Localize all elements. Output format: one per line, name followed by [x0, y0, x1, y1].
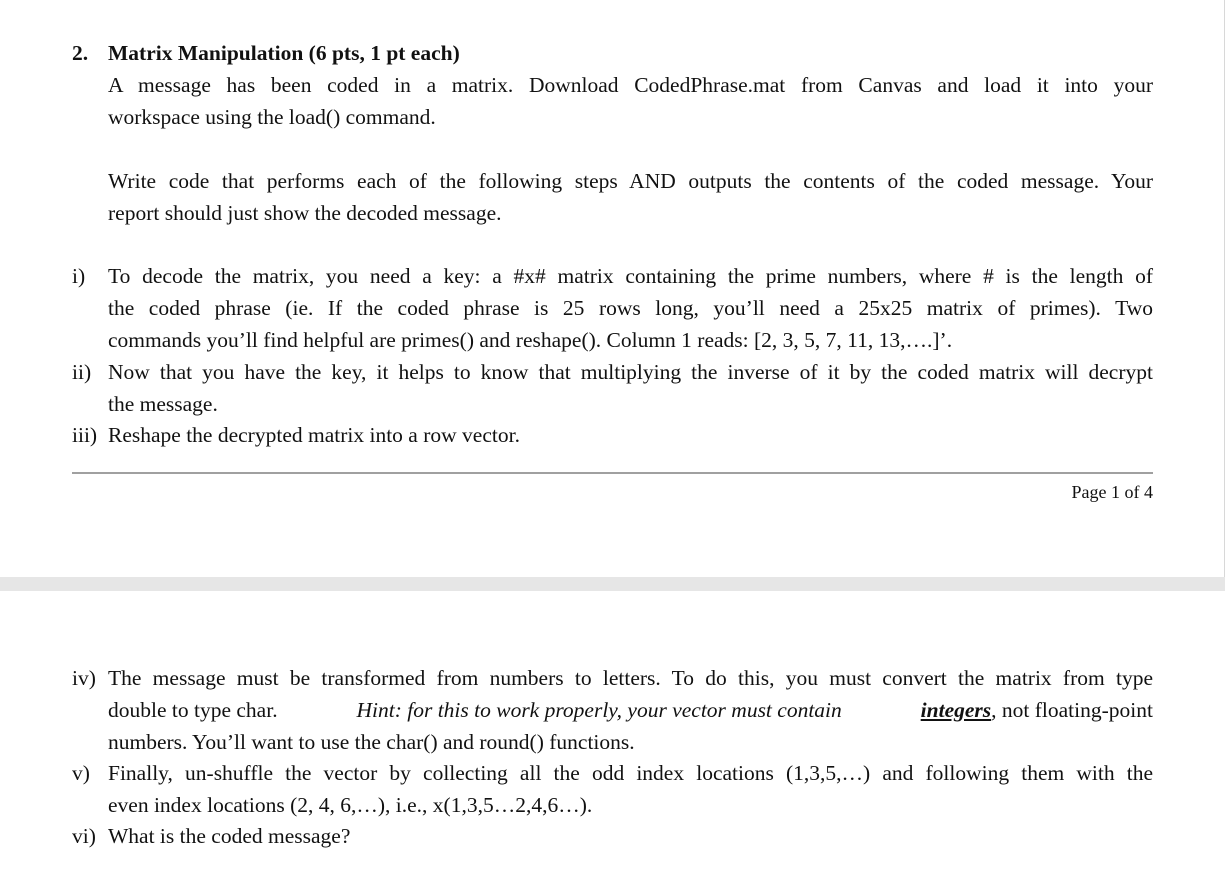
step-i-line-3: commands you’ll find helpful are primes() and reshape(). Column 1 reads: [2, 3, 5, 7, 11, 13,….]’. — [108, 328, 953, 352]
step-i-label: i) — [72, 264, 86, 288]
step-iii-label: iii) — [72, 423, 98, 447]
step-iv-line-3: numbers. You’ll want to use the char() and round() functions. — [108, 730, 635, 754]
step-iv-line-2-end: , not floating-point — [991, 698, 1153, 722]
step-iii-line-1: Reshape the decrypted matrix into a row vector. — [108, 423, 520, 447]
step-v-line-1: Finally, un-shuffle the vector by collecting all the odd index locations (1,3,5,…) and following them with the — [108, 761, 1153, 785]
step-iv-hint: Hint: for this to work properly, your vector must contain — [356, 698, 842, 722]
document-page-2 — [0, 591, 1225, 870]
page-separator — [0, 577, 1225, 591]
step-v-label: v) — [72, 761, 90, 785]
step-iv-label: iv) — [72, 666, 96, 690]
intro-line-1: A message has been coded in a matrix. Download CodedPhrase.mat from Canvas and load it into your — [108, 73, 1153, 97]
step-ii-line-2: the message. — [108, 392, 218, 416]
step-i-line-1: To decode the matrix, you need a key: a #x# matrix containing the prime numbers, where # is the length of — [108, 264, 1153, 288]
step-vi-label: vi) — [72, 824, 96, 848]
step-vi-line-1: What is the coded message? — [108, 824, 351, 848]
footer-rule — [72, 472, 1153, 474]
question-title: Matrix Manipulation (6 pts, 1 pt each) — [108, 41, 460, 65]
step-iv-line-1: The message must be transformed from numbers to letters. To do this, you must convert the matrix from type — [108, 666, 1153, 690]
question-number: 2. — [72, 41, 89, 65]
step-ii-line-1: Now that you have the key, it helps to know that multiplying the inverse of it by the coded matrix will decrypt — [108, 360, 1153, 384]
task-line-1: Write code that performs each of the following steps AND outputs the contents of the coded message. Your — [108, 169, 1153, 193]
intro-line-2: workspace using the load() command. — [108, 105, 436, 129]
step-iv-line-2 — [108, 694, 1153, 726]
step-v-line-2: even index locations (2, 4, 6,…), i.e., x(1,3,5…2,4,6…). — [108, 793, 593, 817]
page-number: Page 1 of 4 — [1071, 482, 1153, 502]
step-ii-label: ii) — [72, 360, 92, 384]
step-i-line-2: the coded phrase (ie. If the coded phrase is 25 rows long, you’ll need a 25x25 matrix of primes). Two — [108, 296, 1153, 320]
step-iv-line-2-plain: double to type char. — [108, 698, 278, 722]
task-line-2: report should just show the decoded message. — [108, 201, 502, 225]
step-iv-emphasis: integers — [920, 698, 992, 722]
